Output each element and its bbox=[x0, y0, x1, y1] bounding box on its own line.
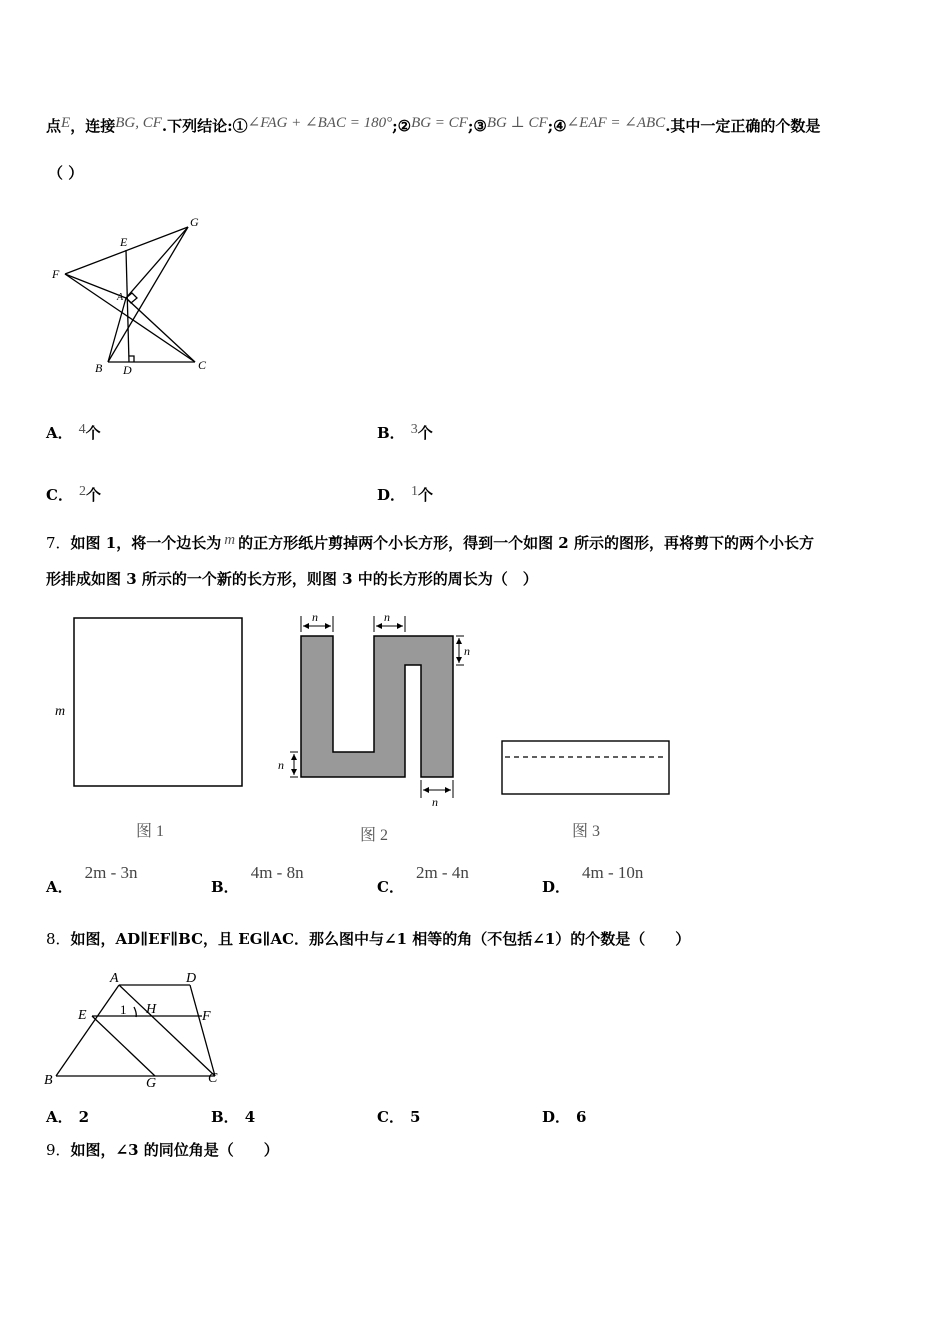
q7-number: 7． bbox=[46, 534, 71, 552]
q7-option-b-letter: B． bbox=[211, 878, 239, 896]
q6-label-e: E bbox=[120, 235, 128, 249]
q8-label-e: E bbox=[78, 1008, 87, 1023]
q8-option-a-val: 2 bbox=[78, 1108, 90, 1126]
q6-conclusion-3: BG ⊥ CF bbox=[486, 115, 548, 131]
q7-fig1-caption: 图 1 bbox=[136, 823, 165, 840]
q6-line-ac bbox=[126, 298, 195, 362]
q8-line-ab bbox=[56, 985, 119, 1076]
q8-line-eg bbox=[92, 1016, 155, 1076]
q7-stem-line-2: 形排成如图 3 所示的一个新的长方形，则图 3 中的长方形的周长为（ ） bbox=[46, 570, 538, 588]
q7-option-a-letter: A． bbox=[46, 878, 73, 896]
q7-fig2-n-top-left: n bbox=[312, 612, 318, 624]
q7-option-a-expr: 2m - 3n bbox=[84, 863, 138, 882]
q8-label-c: C bbox=[208, 1071, 218, 1086]
q7-option-d-letter: D． bbox=[542, 878, 571, 896]
q6-text-intro: .下列结论:① bbox=[161, 117, 248, 135]
q7-shape bbox=[301, 636, 453, 777]
q6-answer-paren: （ ） bbox=[48, 164, 84, 182]
q6-line-ag bbox=[126, 227, 188, 298]
q6-label-d: D bbox=[123, 363, 132, 377]
q6-line-fc bbox=[65, 274, 195, 362]
q7-option-c[interactable] bbox=[377, 863, 469, 897]
q6-conclusion-4: ∠EAF = ∠ABC bbox=[566, 115, 666, 131]
q6-option-c-num: 2 bbox=[78, 484, 86, 499]
q7-text-a: 如图 1，将一个边长为 bbox=[70, 534, 222, 552]
q6-right-angle-d bbox=[129, 356, 134, 362]
q8-number: 8． bbox=[46, 930, 71, 948]
q7-fig2-n-top-right: n bbox=[384, 612, 390, 624]
q7-option-c-letter: C． bbox=[377, 878, 404, 896]
q7-fig1-label-m: m bbox=[55, 704, 66, 719]
q6-sep-2: ;② bbox=[392, 117, 412, 135]
q7-option-c-expr: 2m - 4n bbox=[415, 863, 469, 882]
q9-text: 如图，∠3 的同位角是（ ） bbox=[70, 1141, 279, 1159]
q6-option-d-unit: 个 bbox=[418, 486, 434, 504]
q7-figure-3 bbox=[498, 736, 678, 798]
q6-option-a-unit: 个 bbox=[85, 424, 101, 442]
q6-option-b-letter: B． bbox=[377, 424, 405, 442]
q6-label-g: G bbox=[190, 215, 199, 229]
q6-option-d[interactable] bbox=[377, 484, 433, 505]
q7-fig2-n-right: n bbox=[464, 644, 470, 658]
q7-fig2-caption: 图 2 bbox=[360, 827, 389, 844]
q6-line-ed bbox=[126, 250, 129, 362]
q8-label-angle-1: 1 bbox=[120, 1002, 127, 1017]
q8-option-a-letter: A． bbox=[46, 1108, 73, 1126]
q6-text-pre: 点 bbox=[46, 117, 62, 135]
q6-sep-3: ;③ bbox=[467, 117, 487, 135]
q6-option-c[interactable] bbox=[46, 484, 101, 505]
q6-option-b-unit: 个 bbox=[417, 424, 433, 442]
q6-point-e: E bbox=[61, 115, 71, 131]
q6-statement-line bbox=[46, 116, 820, 137]
q7-var-m: m bbox=[224, 532, 236, 548]
q8-line-dc bbox=[190, 985, 215, 1076]
q8-label-f: F bbox=[202, 1009, 211, 1024]
q8-label-b: B bbox=[44, 1073, 53, 1088]
q8-text: 如图，AD∥EF∥BC，且 EG∥AC．那么图中与∠1 相等的角（不包括∠1）的个数是（ ） bbox=[70, 930, 691, 948]
q6-label-a: A bbox=[117, 292, 124, 303]
q7-figure-1 bbox=[50, 612, 250, 842]
q8-label-d: D bbox=[186, 971, 197, 986]
q6-option-a-letter: A． bbox=[46, 424, 73, 442]
q8-option-a[interactable] bbox=[46, 1106, 89, 1127]
q7-square bbox=[74, 618, 242, 786]
q8-option-b[interactable] bbox=[211, 1106, 255, 1127]
q7-option-b-expr: 4m - 8n bbox=[250, 863, 304, 882]
q6-option-c-letter: C． bbox=[46, 486, 73, 504]
q7-option-d[interactable] bbox=[542, 863, 644, 897]
q8-option-b-val: 4 bbox=[244, 1108, 256, 1126]
q7-stem-line-1 bbox=[46, 533, 814, 554]
q7-text-b: 的正方形纸片剪掉两个小长方形，得到一个如图 2 所示的图形，再将剪下的两个小长方 bbox=[238, 534, 814, 552]
q6-option-a[interactable] bbox=[46, 422, 101, 443]
q6-label-b: B bbox=[95, 361, 103, 375]
q6-option-d-num: 1 bbox=[411, 484, 419, 499]
q6-label-c: C bbox=[198, 358, 207, 372]
q6-text-connect: ，连接 bbox=[70, 117, 116, 135]
q7-option-b[interactable] bbox=[211, 863, 304, 897]
q6-option-d-letter: D． bbox=[377, 486, 406, 504]
q7-fig2-n-left: n bbox=[278, 758, 284, 772]
q8-figure bbox=[40, 965, 230, 1095]
q6-sep-4: ;④ bbox=[547, 117, 567, 135]
q6-line-ab bbox=[108, 298, 126, 362]
q8-option-d-val: 6 bbox=[576, 1108, 587, 1126]
q6-label-f: F bbox=[52, 267, 60, 281]
q7-fig3-caption: 图 3 bbox=[572, 823, 601, 840]
q6-conclusion-1: ∠FAG + ∠BAC = 180° bbox=[247, 115, 393, 131]
q7-option-a[interactable] bbox=[46, 863, 138, 897]
q6-conclusion-2: BG = CF bbox=[411, 115, 468, 131]
q6-segments: BG, CF bbox=[115, 115, 162, 131]
q6-option-c-unit: 个 bbox=[85, 486, 101, 504]
q8-label-g: G bbox=[146, 1076, 157, 1091]
q7-new-rectangle bbox=[502, 741, 669, 794]
q8-option-c[interactable] bbox=[377, 1106, 420, 1127]
q8-option-d[interactable] bbox=[542, 1106, 586, 1127]
q8-line-ac bbox=[119, 985, 215, 1076]
q6-option-b[interactable] bbox=[377, 422, 433, 443]
q7-fig2-n-bottom: n bbox=[432, 795, 438, 809]
q6-option-b-num: 3 bbox=[410, 422, 418, 437]
q9-number: 9． bbox=[46, 1141, 71, 1159]
q7-option-d-expr: 4m - 10n bbox=[582, 863, 644, 882]
q8-option-b-letter: B． bbox=[211, 1108, 239, 1126]
q6-option-a-num: 4 bbox=[78, 422, 86, 437]
q8-label-a: A bbox=[110, 971, 119, 986]
q6-figure bbox=[45, 212, 220, 380]
q6-text-tail: .其中一定正确的个数是 bbox=[665, 117, 821, 135]
q8-option-c-letter: C． bbox=[377, 1108, 404, 1126]
q9-stem bbox=[46, 1140, 279, 1160]
q8-option-d-letter: D． bbox=[542, 1108, 571, 1126]
q7-figure-2 bbox=[272, 612, 482, 812]
q8-label-h: H bbox=[146, 1002, 157, 1017]
q8-stem bbox=[46, 929, 690, 949]
q8-option-c-val: 5 bbox=[409, 1108, 421, 1126]
